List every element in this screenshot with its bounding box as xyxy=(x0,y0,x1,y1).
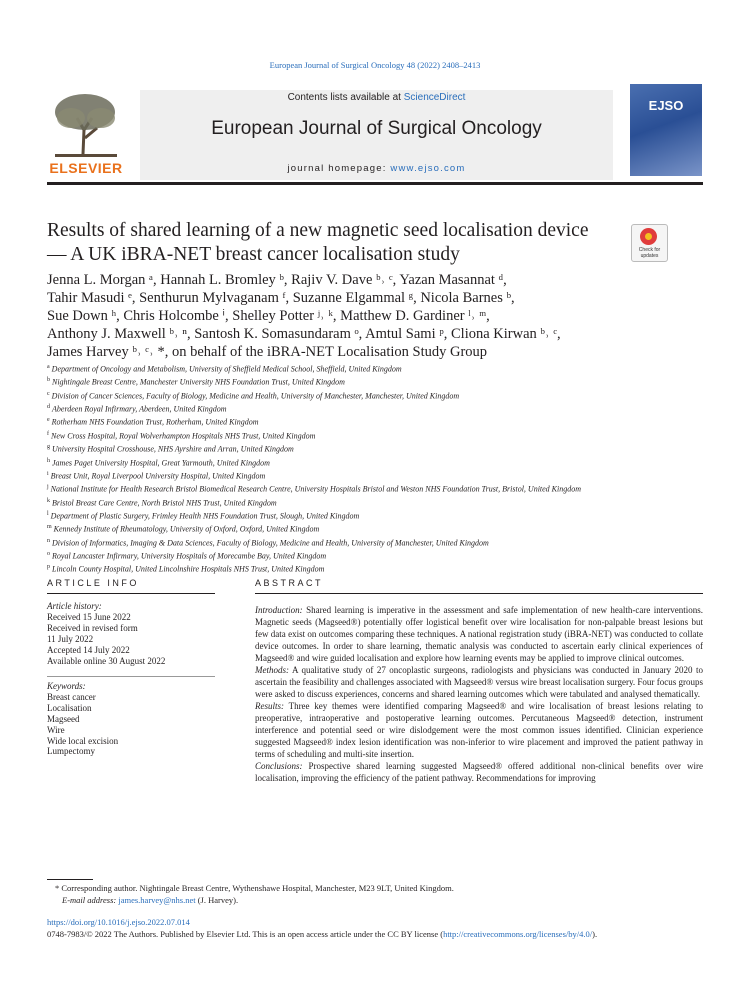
author-list xyxy=(47,271,647,361)
affiliation-item: $^n$ Division of Informatics, Imaging & Data Sciences, Faculty of Biology, Medicine and Health, University of Manchester, United Kingdom xyxy=(47,537,489,548)
keyword-item: Localisation xyxy=(47,702,92,713)
abstract-rule xyxy=(255,593,703,594)
affiliation-item: $^o$ Royal Lancaster Infirmary, University Hospitals of Morecambe Bay, United Kingdom xyxy=(47,551,327,561)
article-title xyxy=(47,219,622,267)
author-line: Sue Down ʰ, Chris Holcombe ⁱ, Shelley Potter ʲ˒ ᵏ, Matthew D. Gardiner ˡ˒ ᵐ, xyxy=(47,308,490,324)
email-label: E-mail address: xyxy=(62,895,119,905)
affiliation-item: $^g$ University Hospital Crosshouse, NHS Ayrshire and Arran, United Kingdom xyxy=(47,444,294,454)
elsevier-logo-text: ELSEVIER xyxy=(49,160,123,176)
license-note xyxy=(47,929,707,939)
author-line: James Harvey ᵇ˒ ᶜ˒ *, on behalf of the iBRA-NET Localisation Study Group xyxy=(47,344,488,360)
article-history xyxy=(47,601,217,666)
keyword-item: Wire xyxy=(47,724,65,735)
abstract-body xyxy=(255,604,703,784)
footnote-rule xyxy=(47,879,93,880)
check-updates-label: Check for updates xyxy=(638,247,661,259)
history-item: 11 July 2022 xyxy=(47,633,94,644)
affiliations-list xyxy=(47,362,647,576)
header-divider xyxy=(47,182,703,185)
affiliation-item: $^c$ Division of Cancer Sciences, Faculty of Biology, Medicine and Health, University of Manchester, Manchester, United Kingdom xyxy=(47,390,460,401)
contents-available xyxy=(140,92,613,103)
abstract-section: Conclusions: Prospective shared learning suggested Magseed® offered additional non-clinical benefits over wire localisation, improving the efficiency of the patient pathway. Recommendations for improving xyxy=(255,761,703,783)
journal-citation[interactable]: European Journal of Surgical Oncology 48 (2022) 2408–2413 xyxy=(269,60,481,70)
license-prefix: 0748-7983/© 2022 The Authors. Published by Elsevier Ltd. This is an open access article under the CC BY license ( xyxy=(47,929,444,939)
affiliation-item: $^b$ Nightingale Breast Centre, Manchester University NHS Foundation Trust, United Kingdom xyxy=(47,377,345,388)
title-line-2: — A UK iBRA-NET breast cancer localisation study xyxy=(47,244,460,265)
affiliation-item: $^l$ Department of Plastic Surgery, Frimley Health NHS Foundation Trust, Slough, United Kingdom xyxy=(47,510,360,521)
affiliation-item: $^a$ Department of Oncology and Metabolism, University of Sheffield Medical School, Sheffield, United Kingdom xyxy=(47,364,402,374)
keywords-rule xyxy=(47,676,215,677)
affiliation-item: $^j$ National Institute for Health Research Bristol Biomedical Research Centre, University Hospitals Bristol and Weston NHS Foundation Trust, Bristol, United Kingdom xyxy=(47,484,582,494)
history-label: Article history: xyxy=(47,601,102,611)
keyword-item: Magseed xyxy=(47,713,80,724)
email-link[interactable]: james.harvey@nhs.net xyxy=(118,895,196,905)
history-item: Received in revised form xyxy=(47,622,138,633)
email-note xyxy=(62,895,702,905)
history-item: Accepted 14 July 2022 xyxy=(47,644,130,655)
keywords xyxy=(47,681,217,757)
affiliation-item: $^d$ Aberdeen Royal Infirmary, Aberdeen, United Kingdom xyxy=(47,404,227,414)
license-link[interactable]: http://creativecommons.org/licenses/by/4.0/ xyxy=(443,929,593,939)
history-item: Available online 30 August 2022 xyxy=(47,655,166,666)
affiliation-item: $^p$ Lincoln County Hospital, United Lincolnshire Hospitals NHS Trust, United Kingdom xyxy=(47,564,325,575)
keyword-item: Lumpectomy xyxy=(47,746,95,757)
keywords-label: Keywords: xyxy=(47,681,86,691)
abstract-section: Introduction: Shared learning is imperative in the assessment and safe implementation of new health-care interventions. Magnetic seeds (Magseed®) potentially offer logistical benefit over wire localisation for non-palpable breast lesions but few data exist on outcomes comparing these techniques. A national registration study (iBRA-NET) was conducted to collate device outcomes. In order to share learning, thematic analysis was conducted to ascertain early clinical experiences of Magseed® and wire guided localisation and explore how learning events may be applied to improve clinical outcomes. xyxy=(255,605,703,663)
journal-title[interactable]: European Journal of Surgical Oncology xyxy=(211,118,542,139)
history-item: Received 15 June 2022 xyxy=(47,611,131,622)
journal-homepage xyxy=(140,163,613,174)
homepage-prefix: journal homepage: xyxy=(287,163,391,174)
email-suffix: (J. Harvey). xyxy=(195,895,239,905)
journal-cover-title: EJSO xyxy=(648,98,684,113)
affiliation-item: $^f$ New Cross Hospital, Royal Wolverhampton Hospitals NHS Trust, United Kingdom xyxy=(47,430,316,441)
contents-prefix: Contents lists available at xyxy=(287,92,404,103)
article-info-heading: ARTICLE INFO xyxy=(47,578,139,588)
article-info-rule xyxy=(47,593,215,594)
check-updates-icon-center xyxy=(645,233,652,240)
affiliation-item: $^e$ Rotherham NHS Foundation Trust, Rotherham, United Kingdom xyxy=(47,417,259,428)
author-line: Anthony J. Maxwell ᵇ˒ ⁿ, Santosh K. Somasundaram ᵒ, Amtul Sami ᵖ, Cliona Kirwan ᵇ˒ ᶜ, xyxy=(47,326,561,342)
abstract-section: Methods: A qualitative study of 27 oncoplastic surgeons, radiologists and physicians was conducted in January 2020 to ascertain the feasibility and challenges associated with Magseed® versus wire breast localisation surgery. Four focus groups were asked to discuss experiences, concerns and shared learning outcomes which were tabulated and analysed thematically. xyxy=(255,665,703,699)
keyword-item: Wide local excision xyxy=(47,735,119,746)
abstract-heading: ABSTRACT xyxy=(255,578,324,588)
abstract-section: Results: Three key themes were identified comparing Magseed® and wire localisation of breast lesions relating to preoperative, intraoperative and postoperative learning outcomes. Percutaneous Magseed® detection, instrument interference and potential seed or wire dislodgement were the most common issues identified. Clinician experience suggested Magseed® index lesion identification was non-inferior to wire placement and improved the patient pathway in terms of scheduling and multi-site insertion. xyxy=(255,701,703,759)
doi-link[interactable]: https://doi.org/10.1016/j.ejso.2022.07.014 xyxy=(47,917,190,927)
author-line: Jenna L. Morgan ᵃ, Hannah L. Bromley ᵇ, Rajiv V. Dave ᵇ˒ ᶜ, Yazan Masannat ᵈ, xyxy=(47,272,507,288)
title-line-1: Results of shared learning of a new magnetic seed localisation device xyxy=(47,220,589,241)
author-line: Tahir Masudi ᵉ, Senthurun Mylvaganam ᶠ, Suzanne Elgammal ᵍ, Nicola Barnes ᵇ, xyxy=(47,290,515,306)
affiliation-item: $^i$ Breast Unit, Royal Liverpool University Hospital, United Kingdom xyxy=(47,470,266,481)
sciencedirect-link[interactable]: ScienceDirect xyxy=(403,92,466,103)
affiliation-item: $^h$ James Paget University Hospital, Great Yarmouth, United Kingdom xyxy=(47,457,270,468)
keyword-item: Breast cancer xyxy=(47,691,96,702)
homepage-link[interactable]: www.ejso.com xyxy=(390,163,466,174)
corresponding-author-note: * Corresponding author. Nightingale Breast Centre, Wythenshawe Hospital, Manchester, M23 9LT, United Kingdom. xyxy=(55,883,454,893)
license-suffix: ). xyxy=(592,929,598,939)
affiliation-item: $^m$ Kennedy Institute of Rheumatology, University of Oxford, Oxford, United Kingdom xyxy=(47,524,320,534)
affiliation-item: $^k$ Bristol Breast Care Centre, North Bristol NHS Trust, United Kingdom xyxy=(47,497,277,508)
